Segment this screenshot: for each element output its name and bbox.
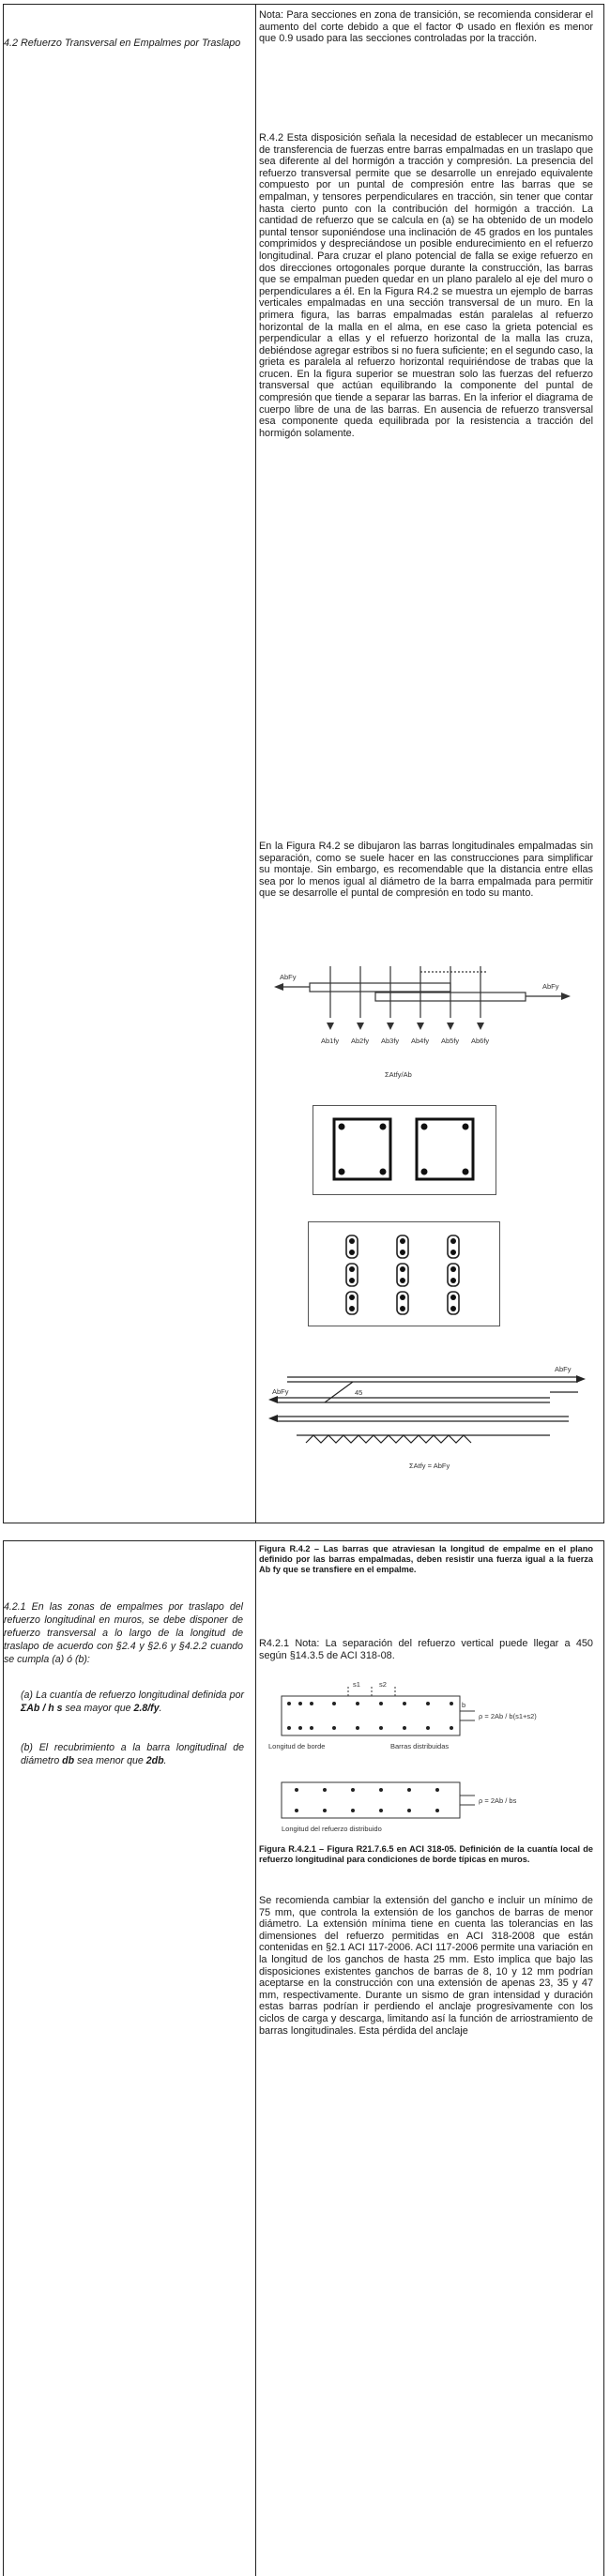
left-force-arrow-lower <box>268 1415 278 1422</box>
column-divider <box>255 5 256 1523</box>
edge-length-label: Longitud de borde <box>268 1742 326 1750</box>
symbol-db: db <box>62 1755 75 1766</box>
sum-label: ΣAtfy/Ab <box>385 1070 412 1079</box>
formula-2db: 2db <box>145 1755 164 1766</box>
left-force-label: AbFy <box>280 973 297 981</box>
figure-r4-2-1-caption: Figura R.4.2.1 – Figura R21.7.6.5 en ACI 318-05. Definición de la cuantía local de refuerzo longitudinal para condiciones de borde típicas en muros. <box>259 1844 593 1865</box>
stirrup-label: Ab1fy <box>321 1037 340 1045</box>
figure-r4-2-caption: Figura R.4.2 – Las barras que atraviesan la longitud de empalme en el plano definido por las barras empalmadas, deben resistir una fuerza igual a la fuerza Ab fy que se transfiere en el empalme. <box>259 1544 593 1575</box>
column-divider <box>255 1541 256 2576</box>
stirrup-label: Ab4fy <box>411 1037 430 1045</box>
condition-a: (a) La cuantía de refuerzo longitudinal definida por ΣAb / h s sea mayor que 2.8/fy. <box>21 1690 244 1714</box>
rho-edge-formula: ρ = 2Ab / b(s1+s2) <box>479 1712 537 1720</box>
wall-section-horizontal-splice <box>313 1105 496 1195</box>
right-force-arrow <box>561 993 571 1000</box>
section-4-2-1: 4.2.1 En las zonas de empalmes por traslapo del refuerzo longitudinal en muros, se debe disponer de refuerzo transversal a lo largo de la longitud de traslapo de acuerdo con §2.4 y §2.6 y §4.2.2 cuando se cumpla (a) ó (b): <box>4 1601 243 1665</box>
formula-limit: 2.8/fy <box>133 1703 160 1714</box>
left-force-arrow <box>274 983 283 991</box>
right-force-label: AbFy <box>542 982 559 991</box>
stirrup-label: Ab2fy <box>351 1037 370 1045</box>
condition-b: (b) El recubrimiento a la barra longitudinal de diámetro db sea menor que 2db. <box>21 1742 244 1766</box>
stirrup-label: Ab3fy <box>381 1037 400 1045</box>
note-transition-zone: Nota: Para secciones en zona de transición, se recomienda considerar el aumento del corte debido a que el factor Φ usado en flexión es menor que 0.9 usado para las secciones controladas por la tracción. <box>259 9 593 45</box>
right-force-label: AbFy <box>555 1365 572 1373</box>
left-force-label: AbFy <box>272 1387 289 1396</box>
formula-rho: ΣAb / h s <box>21 1703 63 1714</box>
b-label: b <box>462 1701 466 1709</box>
splice-bars <box>277 966 563 1018</box>
commentary-r4-2: R.4.2 Esta disposición señala la necesidad de establecer un mecanismo de transferencia de fuerzas entre barras empalmadas en un traslapo que sea diferente al del hormigón a tracción y compresión. La presencia del refuerzo transversal permite que se desarrolle un enrejado equivalente compuesto por un puntal de compresión entre las barras que se empalman, y tensores perpendiculares en tracción, sin tener que contar hasta cierto punto con la contribución del hormigón a tracción. La cantidad de refuerzo que se calcula en (a) se ha obtenido de un modelo puntal tensor suponiéndose una inclinación de 45 grados en los puntales comprimidos y despreciándose un posible endurecimiento en el refuerzo longitudinal. Para cruzar el plano potencial de falla se exige refuerzo en dos direcciones ortogonales porque durante la construcción, las barras que se empalman pueden quedar en un plano paralelo al eje del muro o perpendiculares a él. En la Figura R4.2 se muestra un ejemplo de barras verticales empalmadas en una sección transversal de un muro. En la primera figura, las barras empalmadas están paralelas al refuerzo horizontal de la malla en el alma, en ese caso la grieta potencial es perpendicular a ellas y el refuerzo horizontal de la malla las cruza, debiéndose agregar estribos si no fuera suficiente; en el segundo caso, la grieta es paralela al refuerzo horizontal requiriéndose de trabas que la crucen. En la figura superior se muestran solo las fuerzas del refuerzo transversal que actúan equilibrando la componente del puntal de compresión que tiende a separar las barras. En la inferior el diagrama de cuerpo libre de una de las barras. En ausencia de refuerzo transversal esa componente queda equilibrada por la resistencia a tracción del hormigón solamente. <box>259 132 593 439</box>
figure-r4-2-free-body <box>268 1351 587 1492</box>
commentary-r4-2-1-hook: Se recomienda cambiar la extensión del gancho e incluir un mínimo de 75 mm, que controla la extensión de los ganchos de barras de menor diámetro. La extensión mínima tiene en cuenta las tolerancias en las dimensiones del refuerzo permitidas en ACI 318-2008 que están contenidas en §2.1 ACI 117-2006. ACI 117-2006 permite una variación en la longitud de los ganchos de hasta 25 mm. Esto implica que bajo las disposiciones existentes ganchos de barras de 8, 10 y 12 mm podrían aceptarse en la construcción con una extensión de apenas 23, 35 y 47 mm, respectivamente. Durante un sismo de gran intensidad y duración estas barras podrían ir perdiendo el anclaje progresivamente con los ciclos de carga y descarga, limitando así la función de arriostramiento de barras longitudinales. Esta pérdida del anclaje <box>259 1895 593 2037</box>
stirrup-label: Ab5fy <box>441 1037 460 1045</box>
stirrup-arrows <box>327 1023 484 1030</box>
stirrup-labels <box>321 1037 489 1045</box>
wall-section-vertical-splice <box>308 1221 500 1326</box>
right-force-arrow <box>576 1375 586 1383</box>
figure-r4-2-splice-forces <box>272 947 582 1088</box>
stirrup-label: Ab6fy <box>471 1037 490 1045</box>
commentary-r4-2-1-note: R4.2.1 Nota: La separación del refuerzo vertical puede llegar a 450 según §14.3.5 de ACI 318-08. <box>259 1638 593 1661</box>
s1-label: s1 <box>353 1680 360 1689</box>
left-force-arrow <box>268 1396 278 1403</box>
distributed-bars-label: Barras distribuidas <box>390 1742 450 1750</box>
sum-label: ΣAtfy = AbFy <box>409 1462 450 1470</box>
rho-web-formula: ρ = 2Ab / bs <box>479 1796 517 1805</box>
figure-r4-2-1-reinforcement-ratio <box>259 1679 593 1837</box>
distributed-length-label: Longitud del refuerzo distribuido <box>282 1825 382 1833</box>
section-heading-4-2: 4.2 Refuerzo Transversal en Empalmes por Traslapo <box>4 38 241 49</box>
angle-label: 45 <box>355 1388 363 1397</box>
commentary-r4-2-spacing: En la Figura R4.2 se dibujaron las barras longitudinales empalmadas sin separación, como se suele hacer en las construcciones para simplificar su montaje. Sin embargo, es recomendable que la distancia entre ellas sea por lo menos igual al diámetro de la barra empalmada para permitir que se desarrolle el puntal de compresión en todo su manto. <box>259 841 593 900</box>
s2-label: s2 <box>379 1680 387 1689</box>
